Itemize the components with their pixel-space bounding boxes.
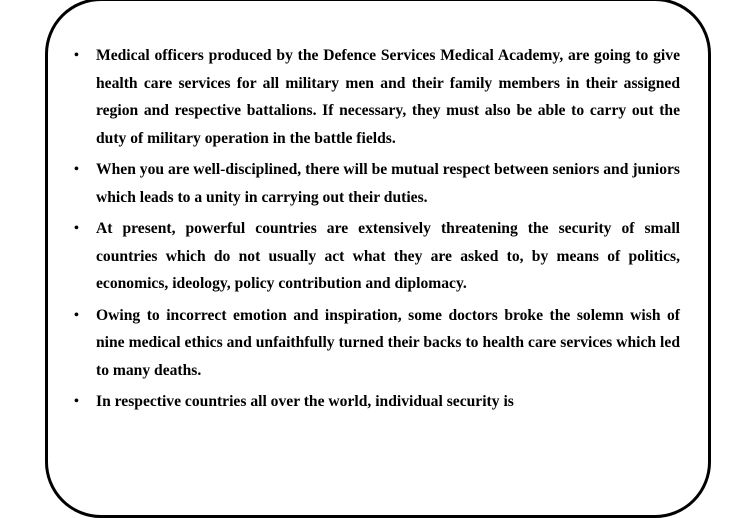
bullet-dot-icon: • [74,394,79,409]
bullet-dot-icon: • [74,162,79,177]
bullet-dot-icon: • [74,48,79,63]
bullet-text: When you are well-disciplined, there will be mutual respect between seniors and juniors which leads to a unity in carrying out their duties. [96,161,680,206]
bullet-text: At present, powerful countries are extensively threatening the security of small countries which do not usually act what they are asked to, by means of politics, economics, ideology, policy contribution and diplomacy. [96,220,680,292]
bullet-text: In respective countries all over the world, individual security is [96,393,514,410]
bullet-dot-icon: • [74,307,79,323]
bullet-item [72,42,680,152]
bullet-list [72,42,680,420]
bullet-item [72,156,680,211]
bullet-dot-icon: • [74,221,79,236]
bullet-item [72,388,680,416]
bullet-item [72,215,680,298]
bullet-text: Owing to incorrect emotion and inspiration, some doctors broke the solemn wish of nine medical ethics and unfaithfully turned their backs to health care services which led to many deaths. [96,306,680,379]
bullet-item [72,302,680,385]
bullet-text: Medical officers produced by the Defence Services Medical Academy, are going to give health care services for all military men and their family members in their assigned region and respective battalions. If necessary, they must also be able to carry out the duty of military operation in the battle fields. [96,47,680,147]
